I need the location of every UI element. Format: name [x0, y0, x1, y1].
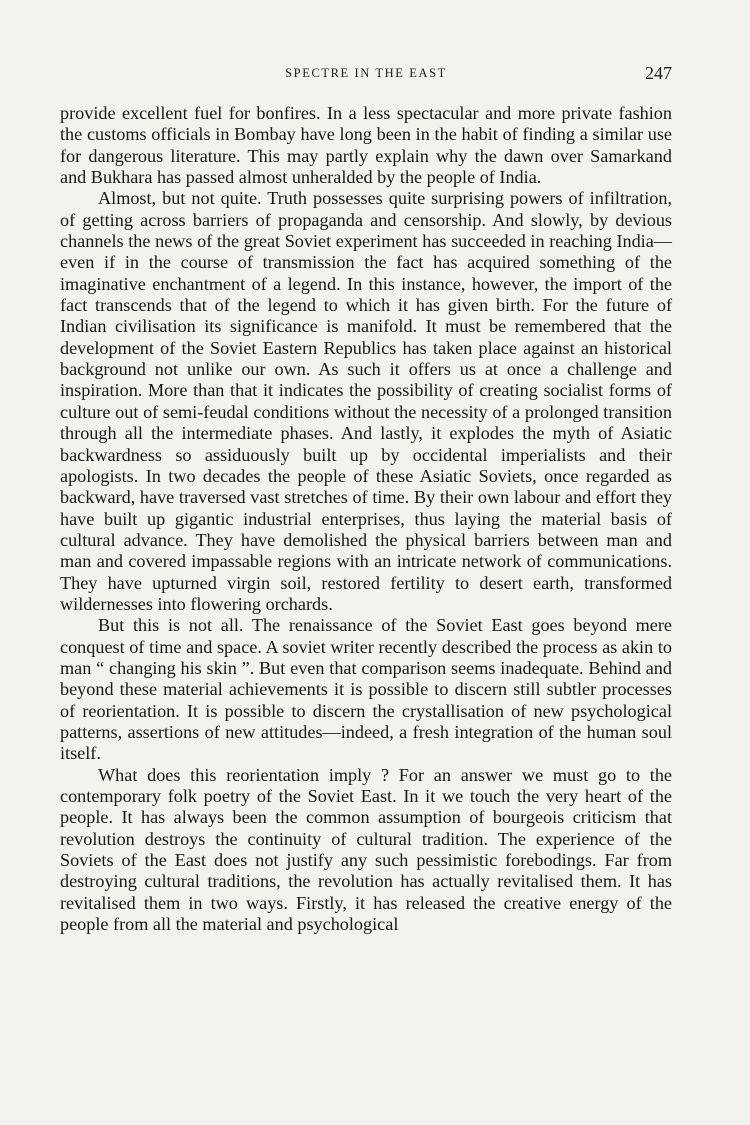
- running-head: [60, 63, 672, 85]
- paragraph-3: But this is not all. The renaissance of the Soviet East goes beyond mere conquest of time and space. A soviet writer recently described the process as akin to man “ changing his skin ”. But even that comparison seems inadequate. Behind and beyond these material achievements it is possible to discern still subtler processes of reorientation. It is possible to discern the crystallisation of new psychological patterns, assertions of new attitudes—indeed, a fresh integration of the human soul itself.: [60, 615, 672, 764]
- paragraph-4: What does this reorientation imply ? For an answer we must go to the contemporary folk poetry of the Soviet East. In it we touch the very heart of the people. It has always been the common assumption of bourgeois criticism that revolution destroys the continuity of cultural tradition. The experience of the Soviets of the East does not justify any such pessimistic forebodings. Far from destroying cultural traditions, the revolution has actually revitalised them. It has revitalised them in two ways. Firstly, it has released the creative energy of the people from all the material and psychological: [60, 764, 672, 935]
- chapter-title: SPECTRE IN THE EAST: [285, 66, 447, 80]
- paragraph-1: provide excellent fuel for bonfires. In a less spectacular and more private fashion the customs officials in Bombay have long been in the habit of finding a similar use for dangerous literature. This may partly explain why the dawn over Samarkand and Bukhara has passed almost unheralded by the people of India.: [60, 103, 672, 188]
- page-number: 247: [645, 63, 672, 83]
- body-text: [60, 103, 672, 935]
- paragraph-2: Almost, but not quite. Truth possesses quite surprising powers of infiltration, of getting across barriers of propaganda and censorship. And slowly, by devious channels the news of the great Soviet experiment has succeeded in reaching India—even if in the course of transmission the fact has acquired something of the imaginative enchantment of a legend. In this instance, however, the import of the fact transcends that of the legend to which it has given birth. For the future of Indian civilisation its significance is manifold. It must be remembered that the development of the Soviet Eastern Republics has taken place against an historical background not unlike our own. As such it offers us at once a challenge and inspiration. More than that it indicates the possibility of creating socialist forms of culture out of semi-feudal conditions without the necessity of a prolonged transition through all the intermediate phases. And lastly, it explodes the myth of Asiatic backwardness so assiduously built up by occidental imperialists and their apologists. In two decades the people of these Asiatic Soviets, once regarded as backward, have traversed vast stretches of time. By their own labour and effort they have built up gigantic industrial enterprises, thus laying the material basis of cultural advance. They have demolished the physical barriers between man and man and covered impassable regions with an intricate network of communications. They have upturned virgin soil, restored fertility to desert earth, transformed wildernesses into flowering orchards.: [60, 188, 672, 614]
